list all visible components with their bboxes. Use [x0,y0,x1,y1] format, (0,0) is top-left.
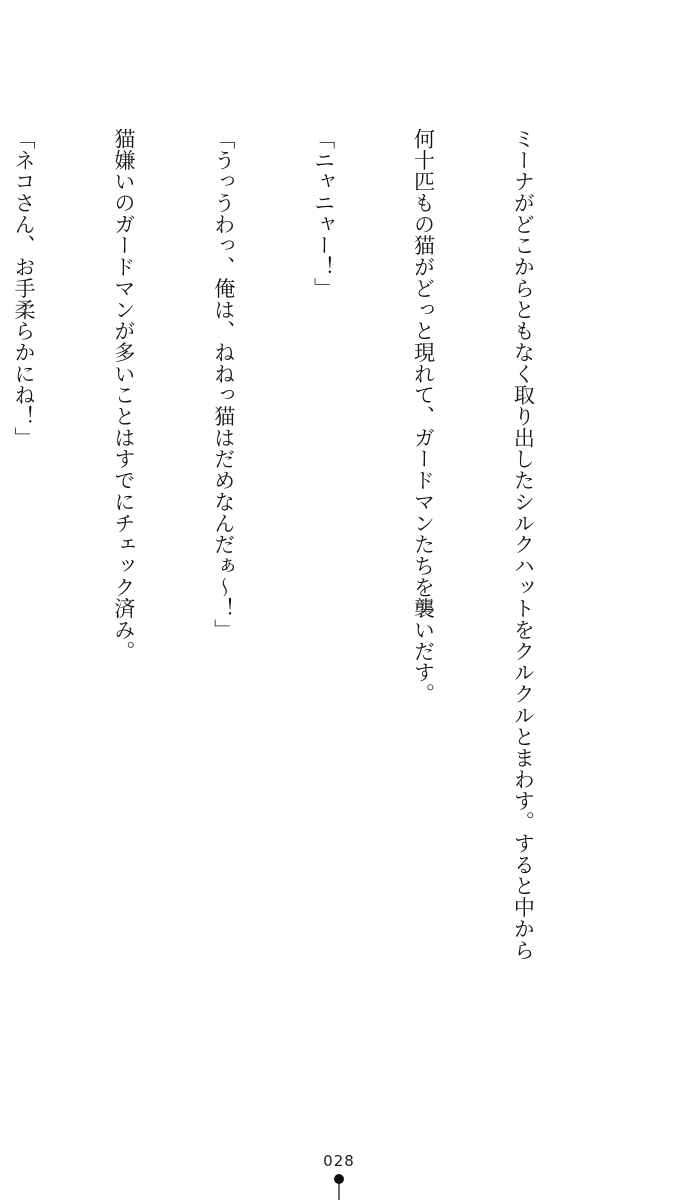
text-line: 何十匹もの猫がどっと現れて、ガードマンたちを襲いだす。 [411,128,436,705]
dialogue-line: 「ネコさん、お手柔らかにね！」 [11,128,36,449]
page-number: 028 [323,1152,355,1170]
body-text [0,128,606,1128]
text-line: ミーナがどこからともなく取り出したシルクハットをクルクルとまわす。すると中から [511,128,536,961]
page-marker-icon [328,1172,350,1200]
text-line: 猫嫌いのガードマンが多いことはすでにチェック済み。 [111,128,136,662]
dialogue-line: 「ニャニャー！」 [311,128,336,299]
dialogue-line: 「うっうわっ、俺は、ねねっ猫はだめなんだぁ～！」 [211,128,236,641]
